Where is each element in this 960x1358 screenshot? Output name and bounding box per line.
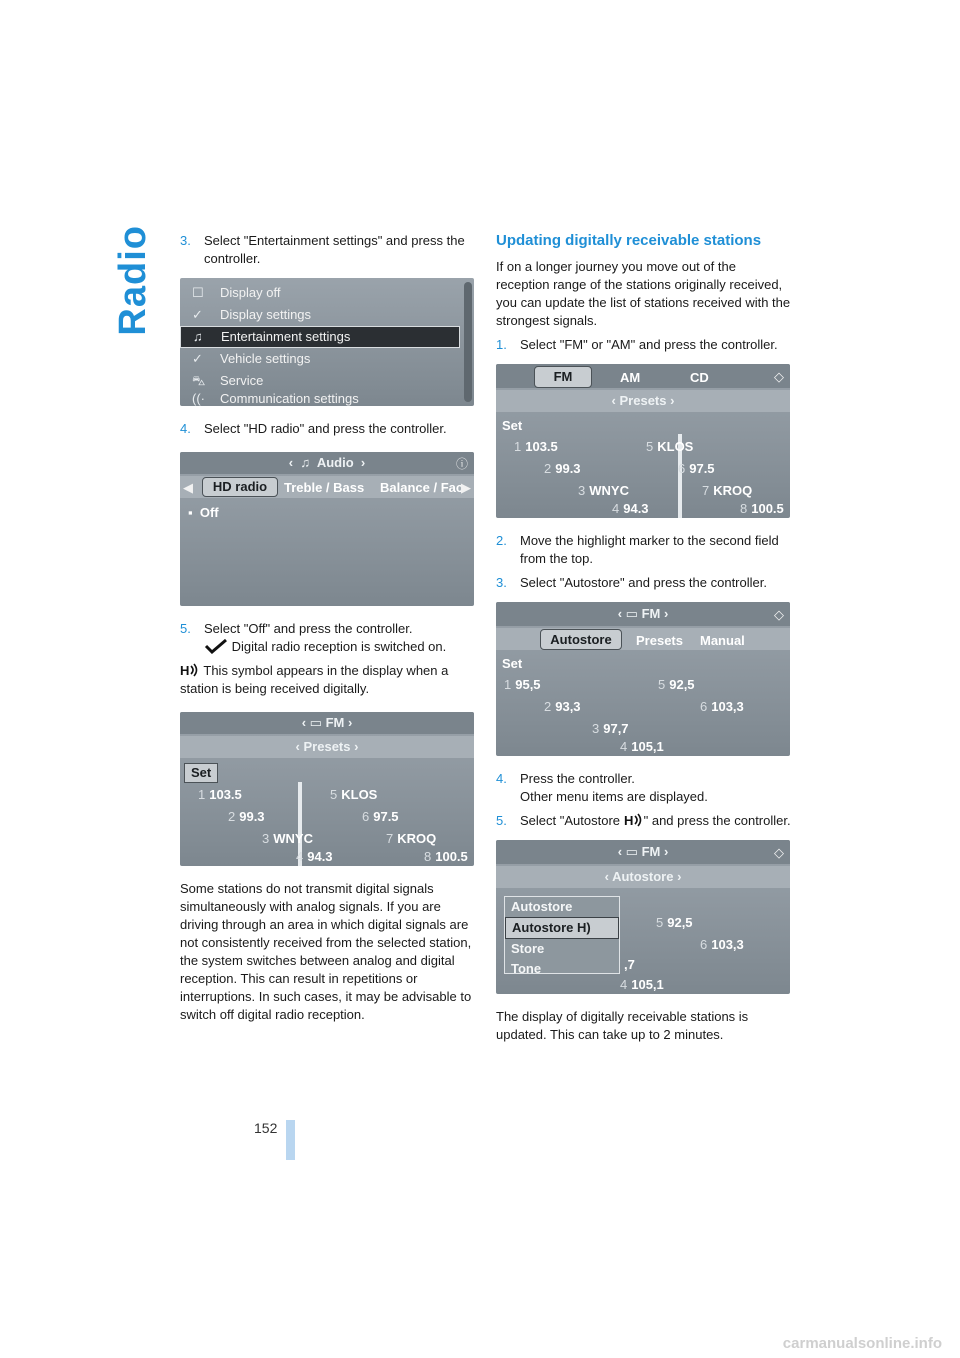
step-3-entertainment — [180, 232, 476, 268]
car-icon: ⛍ — [192, 373, 206, 388]
hd-radio-icon — [624, 813, 644, 827]
set-label[interactable]: Set — [502, 418, 523, 433]
menu-item-display-settings[interactable]: ✓ Display settings — [192, 307, 312, 322]
preset-3[interactable]: 3 WNYC — [262, 831, 313, 846]
analog-digital-paragraph: Some stations do not transmit digital signals simultaneously with analog signals. If you are driving through an area in which digital signals are not consistently received from the selected station, the system switches between analog and digital reception. This can result in repetitions or interruptions. In such cases, it may be advisable to switch off digital radio reception. — [180, 881, 472, 1022]
preset-8[interactable]: 8 100.5 — [740, 501, 784, 516]
step-number: 3. — [496, 575, 507, 590]
hd-radio-icon: H) — [577, 920, 591, 935]
tab-balance-fader[interactable]: Balance / Fac — [380, 480, 464, 495]
radio-icon: ▭ — [309, 715, 322, 730]
chevron-right-icon: › — [360, 455, 366, 470]
step-number: 2. — [496, 533, 507, 548]
antenna-icon: ((· — [192, 391, 205, 406]
station-4[interactable]: 4 105,1 — [620, 977, 664, 992]
settings-menu-screen — [180, 278, 474, 406]
autostore-popup-screen — [496, 840, 790, 994]
menu-item-autostore-hd[interactable]: Autostore H) — [505, 917, 619, 939]
band-select-screen — [496, 364, 790, 518]
arrow-right-icon[interactable]: ▶ — [461, 480, 471, 495]
step-number: 4. — [496, 771, 507, 786]
tab-hd-radio[interactable]: HD radio — [202, 477, 278, 497]
preset-2[interactable]: 2 99.3 — [544, 461, 581, 476]
scrollbar[interactable] — [464, 282, 472, 402]
menu-item-autostore[interactable]: Autostore — [511, 899, 573, 914]
context-menu — [504, 896, 620, 974]
step-2-highlight — [496, 532, 792, 568]
step-number: 1. — [496, 337, 507, 352]
step-number: 5. — [180, 621, 191, 636]
step-text: Press the controller. — [520, 771, 635, 786]
preset-1[interactable]: 1 103.5 — [198, 787, 242, 802]
preset-4[interactable]: 4 94.3 — [612, 501, 649, 516]
menu-item-communication-settings[interactable]: ((· Communication settings — [192, 391, 359, 406]
section-heading: Updating digitally receivable stations — [496, 232, 762, 249]
step-5-off — [180, 620, 476, 638]
right-column — [496, 232, 792, 1044]
preset-1[interactable]: 1 103.5 — [514, 439, 558, 454]
menu-item-service[interactable]: ⛍ Service — [192, 373, 264, 388]
left-column — [180, 232, 476, 1024]
intro-paragraph: If on a longer journey you move out of the reception range of the stations originally received, you can update the list of stations received with the strongest signals. — [496, 259, 791, 328]
check-icon — [204, 638, 228, 654]
station-2[interactable]: 2 93,3 — [544, 699, 581, 714]
menu-item-tone[interactable]: Tone — [511, 961, 542, 976]
step-text: Select "FM" or "AM" and press the controller. — [520, 337, 778, 352]
menu-item-display-off[interactable]: ☐ Display off — [192, 285, 281, 300]
closing-paragraph: The display of digitally receivable stations is updated. This can take up to 2 minutes. — [496, 1009, 749, 1042]
chevron-left-icon: ‹ — [288, 455, 294, 470]
preset-8[interactable]: 8 100.5 — [424, 849, 468, 864]
page-number: 152 — [254, 1120, 278, 1136]
page-marker-bar — [286, 1120, 295, 1160]
station-3[interactable]: 3 97,7 — [592, 721, 629, 736]
set-label[interactable]: Set — [502, 656, 523, 671]
preset-7[interactable]: 7 KROQ — [386, 831, 437, 846]
step-number: 4. — [180, 421, 191, 436]
step-number: 3. — [180, 233, 191, 248]
audio-title-bar: ‹ ♫ Audio › — [180, 452, 474, 474]
watermark: carmanualsonline.info — [782, 1335, 942, 1352]
checkbox-icon: ▪ — [188, 505, 193, 520]
section-title: Radio — [112, 225, 154, 336]
autostore-screen — [496, 602, 790, 756]
audio-icon: ♫ — [300, 455, 311, 470]
station-4[interactable]: 4 105,1 — [620, 739, 664, 754]
radio-icon: ▭ — [625, 606, 638, 621]
fm-title-bar: ‹ ▭ FM › — [180, 712, 474, 734]
tab-cd[interactable]: CD — [690, 370, 709, 385]
tab-autostore[interactable]: Autostore — [540, 629, 622, 650]
step-text: Select "Entertainment settings" and press the controller. — [204, 233, 465, 266]
fm-title-bar: ‹ ▭ FM › — [496, 840, 790, 864]
tab-presets[interactable]: Presets — [636, 633, 683, 648]
navigation-icon[interactable]: ◇ — [774, 845, 784, 860]
vehicle-check-icon: ✓ — [192, 351, 203, 366]
hd-radio-screen — [180, 452, 474, 606]
presets-bar[interactable]: ‹ Presets › — [496, 390, 790, 412]
fm-title-bar: ‹ ▭ FM › — [496, 602, 790, 626]
step-3-autostore — [496, 574, 792, 592]
svg-text:H: H — [623, 813, 634, 827]
station-3[interactable]: ,7 — [624, 957, 635, 972]
step-text: Move the highlight marker to the second field from the top. — [520, 533, 779, 566]
tab-manual[interactable]: Manual — [700, 633, 745, 648]
preset-4[interactable]: 4 94.3 — [296, 849, 333, 864]
station-5[interactable]: 5 92,5 — [656, 915, 693, 930]
preset-7[interactable]: 7 KROQ — [702, 483, 753, 498]
step-5-autostore-hd — [496, 812, 792, 830]
presets-bar[interactable]: ‹ Presets › — [180, 736, 474, 758]
navigation-icon[interactable]: ◇ — [774, 607, 784, 622]
preset-6[interactable]: 6 97.5 — [678, 461, 715, 476]
station-1[interactable]: 1 95,5 — [504, 677, 541, 692]
step-5-note: Digital radio reception is switched on. — [180, 638, 476, 656]
radio-icon: ▭ — [625, 844, 638, 859]
step-number: 5. — [496, 813, 507, 828]
entertainment-icon: ♫ — [193, 329, 203, 344]
hd-symbol-note: H This symbol appears in the display when a station is being received digitally. — [180, 663, 449, 696]
option-off[interactable]: ▪ Off — [188, 505, 219, 520]
preset-2[interactable]: 2 99.3 — [228, 809, 265, 824]
preset-3[interactable]: 3 WNYC — [578, 483, 629, 498]
menu-item-store[interactable]: Store — [511, 941, 545, 956]
step-4-hd-radio — [180, 420, 476, 438]
station-5[interactable]: 5 92,5 — [658, 677, 695, 692]
step-text: Select "HD radio" and press the controller. — [204, 421, 447, 436]
menu-item-entertainment-settings[interactable]: ♫ Entertainment settings — [180, 326, 460, 348]
step-4-note: Other menu items are displayed. — [520, 789, 708, 804]
step-1-fm-am — [496, 336, 792, 354]
station-6[interactable]: 6 103,3 — [700, 699, 744, 714]
navigation-icon[interactable]: ◇ — [774, 369, 784, 384]
tab-am[interactable]: AM — [620, 370, 641, 385]
tab-fm[interactable]: FM — [534, 366, 592, 388]
tab-treble-bass[interactable]: Treble / Bass — [284, 480, 365, 495]
preset-5[interactable]: 5 KLOS — [330, 787, 378, 802]
arrow-left-icon[interactable]: ◀ — [183, 480, 193, 495]
set-button[interactable]: Set — [184, 763, 218, 783]
preset-5[interactable]: 5 KLOS — [646, 439, 694, 454]
checkbox-icon: ☐ — [192, 285, 204, 300]
station-6[interactable]: 6 103,3 — [700, 937, 744, 952]
step-text: Select "Autostore" and press the controller. — [520, 575, 767, 590]
preset-6[interactable]: 6 97.5 — [362, 809, 399, 824]
step-text: Select "Off" and press the controller. — [204, 621, 413, 636]
info-icon[interactable]: ⓘ — [455, 457, 468, 471]
hd-radio-icon — [180, 663, 200, 677]
step-text: Select "Autostore H " and press the controller. — [520, 813, 791, 828]
svg-text:H: H — [180, 663, 190, 677]
menu-item-vehicle-settings[interactable]: ✓ Vehicle settings — [192, 351, 311, 366]
fm-presets-screen — [180, 712, 474, 866]
autostore-bar[interactable]: ‹ Autostore › — [496, 866, 790, 888]
check-icon: ✓ — [192, 307, 203, 322]
step-4-press — [496, 770, 792, 788]
